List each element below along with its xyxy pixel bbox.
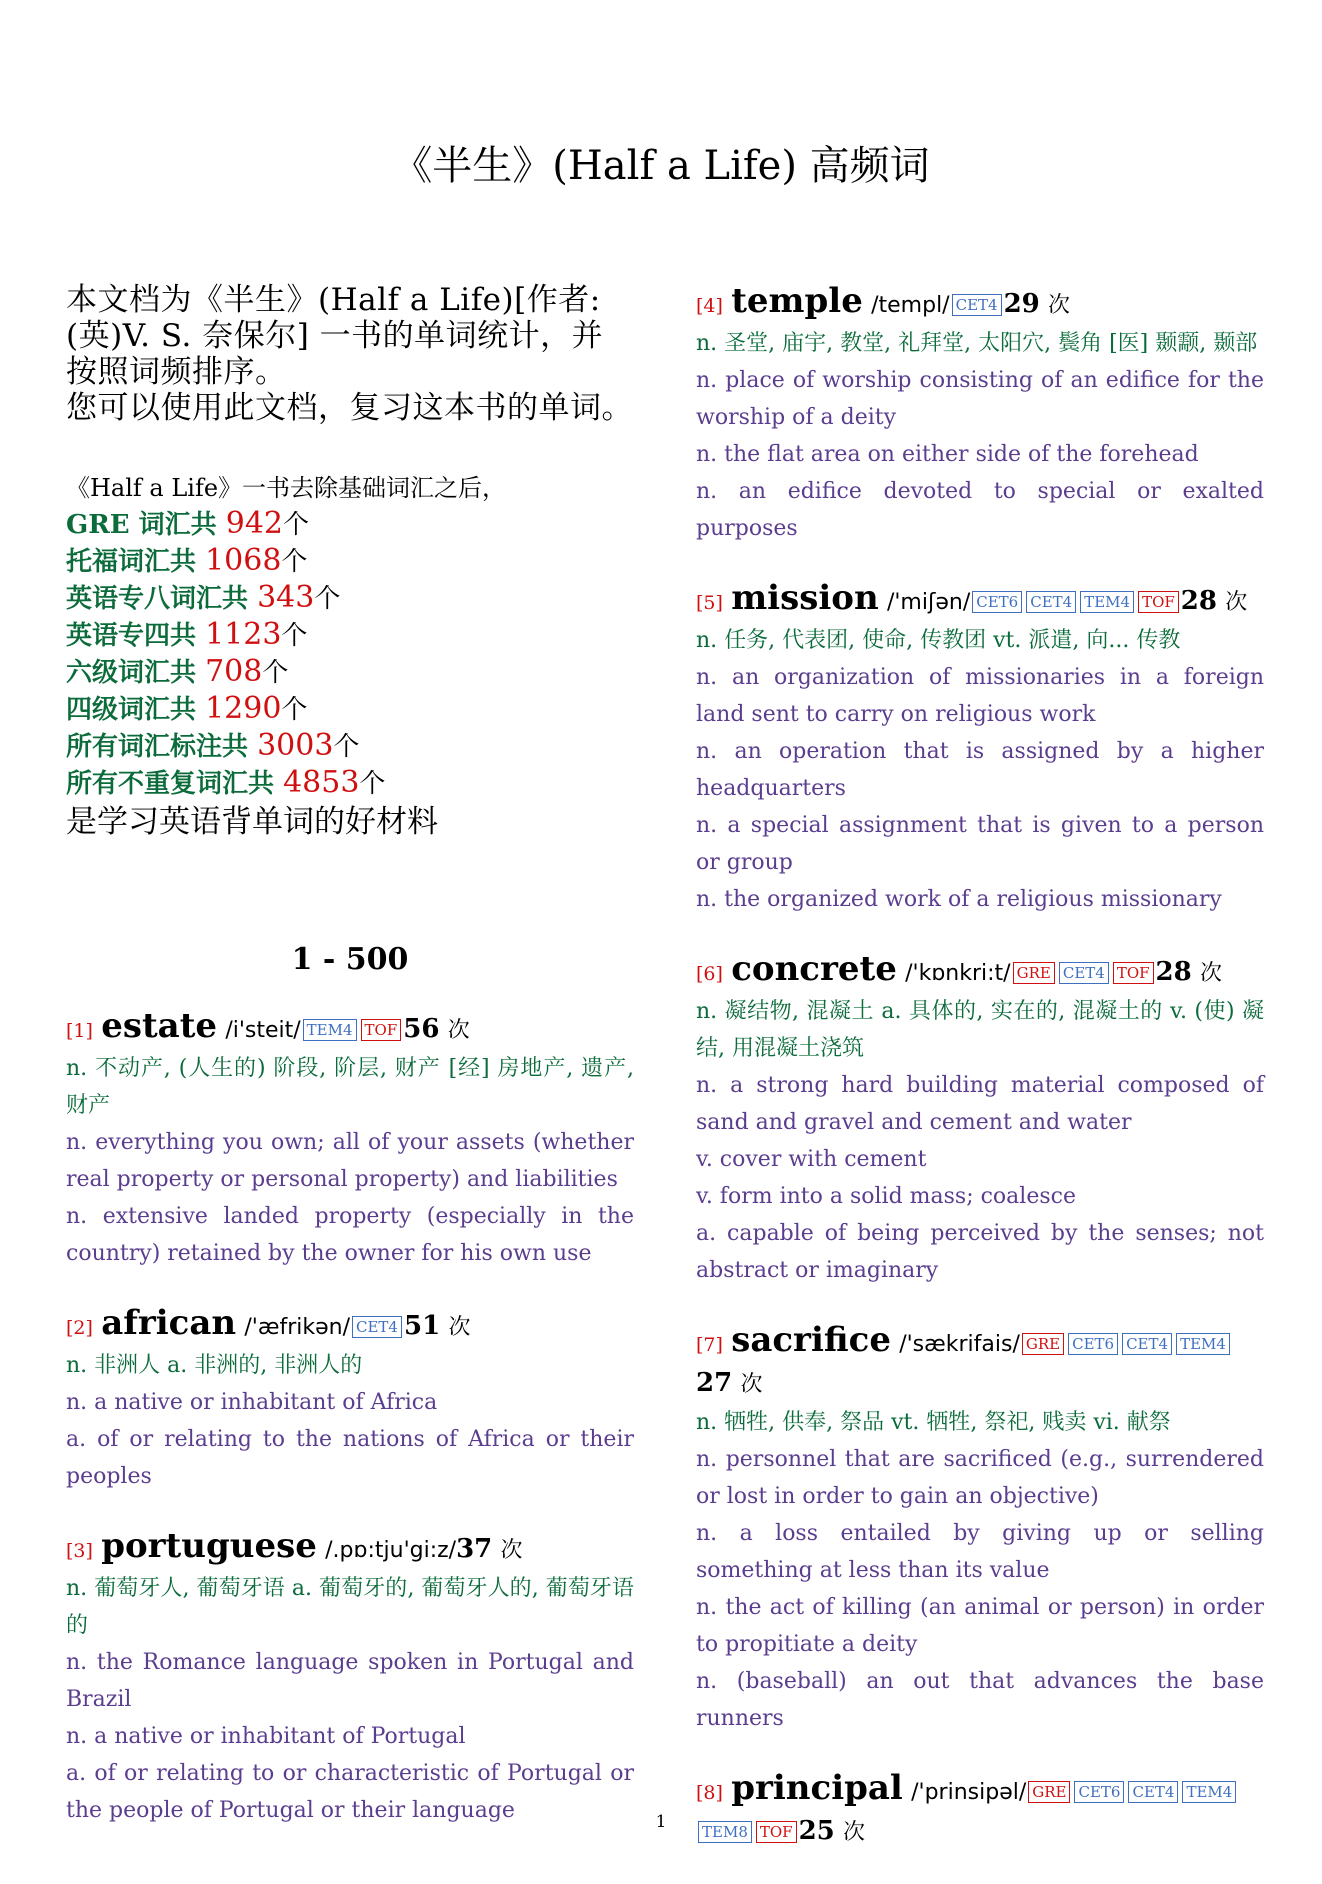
- stat-unit: 个: [333, 732, 360, 762]
- entry-index: [4]: [696, 295, 723, 317]
- entry-word: principal: [731, 1768, 903, 1808]
- entry-english-def: n. an operation that is assigned by a higher headquarters: [696, 739, 1264, 801]
- entry-index: [7]: [696, 1334, 723, 1356]
- entry-word: temple: [731, 281, 863, 321]
- word-entry: [66, 1304, 634, 1495]
- stat-unit: 个: [281, 695, 308, 725]
- entry-index: [5]: [696, 592, 723, 614]
- entry-count: 37: [456, 1534, 493, 1564]
- entry-word: portuguese: [101, 1526, 317, 1566]
- exam-tag: GRE: [1028, 1781, 1070, 1803]
- entry-english-def: n. an organization of missionaries in a foreign land sent to carry on religious work: [696, 665, 1264, 727]
- entry-english-def: n. the flat area on either side of the forehead: [696, 442, 1199, 467]
- entry-english-def: n. (baseball) an out that advances the base runners: [696, 1669, 1264, 1731]
- stat-label: GRE 词汇共: [66, 510, 226, 540]
- entry-count-unit: 次: [1048, 293, 1071, 318]
- entry-head: [66, 1304, 634, 1347]
- stat-number: 343: [257, 580, 315, 615]
- entry-word: sacrifice: [731, 1320, 891, 1360]
- stat-number: 708: [205, 654, 263, 689]
- stat-label: 所有不重复词汇共: [66, 769, 284, 799]
- exam-tag: CET4: [1059, 962, 1109, 984]
- entry-count: 28: [1155, 957, 1192, 987]
- entry-head: [696, 282, 1264, 325]
- stat-number: 942: [225, 506, 283, 541]
- entry-ipa: /i'steit/: [225, 1018, 301, 1043]
- entry-english-def: n. a native or inhabitant of Portugal: [66, 1724, 466, 1749]
- entry-count: 25: [798, 1816, 835, 1846]
- stat-row: [66, 580, 634, 617]
- exam-tag: CET4: [352, 1316, 402, 1338]
- entry-chinese-def: n. 任务, 代表团, 使命, 传教团 vt. 派遣, 向... 传教: [696, 628, 1181, 653]
- stat-row: [66, 617, 634, 654]
- entry-word: mission: [731, 578, 879, 618]
- stat-row: [66, 728, 634, 765]
- entry-chinese-def: n. 凝结物, 混凝土 a. 具体的, 实在的, 混凝土的 v. (使) 凝结, 用混凝土浇筑: [696, 999, 1264, 1061]
- exam-tag: TOF: [1138, 591, 1179, 613]
- intro-line-1: 本文档为《半生》(Half a Life)[作者:(英)V. S. 奈保尔] 一书的单词统计，并按照词频排序。: [66, 282, 604, 390]
- page-number: 1: [655, 1812, 667, 1832]
- entry-english-def: a. of or relating to the nations of Africa or their peoples: [66, 1427, 634, 1489]
- exam-tag: CET6: [1068, 1333, 1118, 1355]
- word-entry: [696, 579, 1264, 918]
- entry-english-def: n. a loss entailed by giving up or selling something at less than its value: [696, 1521, 1264, 1583]
- stat-unit: 个: [281, 621, 308, 651]
- stat-label: 托福词汇共: [66, 547, 206, 577]
- entry-index: [3]: [66, 1540, 93, 1562]
- exam-tag: TEM4: [1176, 1333, 1230, 1355]
- word-entry: [696, 1769, 1264, 1852]
- stat-label: 四级词汇共: [66, 695, 206, 725]
- entry-count-unit: 次: [448, 1315, 471, 1340]
- entry-index: [8]: [696, 1782, 723, 1804]
- entry-chinese-def: n. 圣堂, 庙宇, 教堂, 礼拜堂, 太阳穴, 鬓角 [医] 颞颥, 颞部: [696, 331, 1258, 356]
- entry-head: [696, 579, 1264, 622]
- entry-head: [696, 950, 1264, 993]
- entry-head: [66, 1527, 634, 1570]
- entry-head: [696, 1769, 1264, 1852]
- entry-english-def: n. an edifice devoted to special or exalted purposes: [696, 479, 1264, 541]
- exam-tag: TOF: [361, 1019, 402, 1041]
- exam-tag: CET6: [1074, 1781, 1124, 1803]
- entry-english-def: n. place of worship consisting of an edifice for the worship of a deity: [696, 368, 1264, 430]
- exam-tag: GRE: [1013, 962, 1055, 984]
- exam-tag: TEM8: [698, 1821, 752, 1843]
- entry-english-def: n. a native or inhabitant of Africa: [66, 1390, 438, 1415]
- entry-english-def: n. personnel that are sacrificed (e.g., surrendered or lost in order to gain an objective): [696, 1447, 1264, 1509]
- left-column: [66, 282, 634, 1861]
- entry-english-def: a. capable of being perceived by the senses; not abstract or imaginary: [696, 1221, 1264, 1283]
- entry-count: 28: [1180, 586, 1217, 616]
- word-entry: [66, 1007, 634, 1272]
- entry-count-unit: 次: [843, 1820, 866, 1845]
- exam-tag: CET4: [952, 294, 1002, 316]
- entry-ipa: /'miʃən/: [886, 590, 971, 615]
- entry-head: [66, 1007, 634, 1050]
- entry-count: 27: [696, 1368, 733, 1398]
- stat-number: 1290: [205, 691, 282, 726]
- stat-row: [66, 543, 634, 580]
- entry-ipa: /.pɒ:tju'gi:z/: [325, 1538, 457, 1563]
- entry-word: african: [101, 1303, 237, 1343]
- exam-tag: TEM4: [1182, 1781, 1236, 1803]
- entry-ipa: /templ/: [871, 293, 950, 318]
- stat-label: 所有词汇标注共: [66, 732, 258, 762]
- entry-count: 29: [1003, 289, 1040, 319]
- entry-word: estate: [101, 1006, 218, 1046]
- entry-english-def: n. the Romance language spoken in Portugal and Brazil: [66, 1650, 634, 1712]
- word-entry: [696, 282, 1264, 547]
- range-heading: 1 - 500: [291, 942, 409, 977]
- stats-lead: 《Half a Life》一书去除基础词汇之后，: [66, 474, 507, 502]
- stat-label: 英语专四共: [66, 621, 206, 651]
- entry-index: [6]: [696, 963, 723, 985]
- word-entry: [696, 950, 1264, 1289]
- stat-unit: 个: [262, 658, 289, 688]
- entry-ipa: /'prinsipəl/: [911, 1780, 1027, 1805]
- exam-tag: TOF: [756, 1821, 797, 1843]
- entry-count-unit: 次: [740, 1372, 763, 1397]
- stat-unit: 个: [314, 584, 341, 614]
- exam-tag: TEM4: [1080, 591, 1134, 613]
- stat-unit: 个: [359, 769, 386, 799]
- entry-ipa: /'kɒnkri:t/: [905, 961, 1011, 986]
- word-entry: [696, 1321, 1264, 1737]
- exam-tag: TEM4: [303, 1019, 357, 1041]
- entry-ipa: /'sækrifais/: [899, 1332, 1020, 1357]
- stat-number: 1068: [205, 543, 282, 578]
- entry-english-def: n. a strong hard building material composed of sand and gravel and cement and water: [696, 1073, 1264, 1135]
- page-title: 《半生》(Half a Life) 高频词: [392, 143, 930, 189]
- stat-number: 4853: [283, 765, 360, 800]
- intro-line-2: 您可以使用此文档，复习这本书的单词。: [66, 390, 633, 426]
- entry-chinese-def: n. 不动产, (人生的) 阶段, 阶层, 财产 [经] 房地产, 遗产, 财产: [66, 1056, 634, 1118]
- stat-unit: 个: [283, 510, 310, 540]
- entry-english-def: n. extensive landed property (especially in the country) retained by the owner for his own use: [66, 1204, 634, 1266]
- stat-row: [66, 691, 634, 728]
- exam-tag: TOF: [1113, 962, 1154, 984]
- entry-english-def: n. the act of killing (an animal or person) in order to propitiate a deity: [696, 1595, 1264, 1657]
- entry-ipa: /'æfrikən/: [244, 1315, 350, 1340]
- exam-tag: CET6: [972, 591, 1022, 613]
- right-column: [696, 282, 1264, 1884]
- entry-head: [696, 1321, 1264, 1404]
- stat-row: [66, 654, 634, 691]
- entry-index: [1]: [66, 1020, 93, 1042]
- entry-english-def: v. form into a solid mass; coalesce: [696, 1184, 1076, 1209]
- stat-row: [66, 765, 634, 802]
- stat-label: 英语专八词汇共: [66, 584, 258, 614]
- stats-closing: 是学习英语背单词的好材料: [66, 804, 438, 840]
- entry-english-def: n. the organized work of a religious missionary: [696, 887, 1222, 912]
- entry-english-def: a. of or relating to or characteristic of Portugal or the people of Portugal or their language: [66, 1761, 634, 1823]
- entry-count-unit: 次: [447, 1018, 470, 1043]
- entry-count-unit: 次: [500, 1538, 523, 1563]
- entry-count-unit: 次: [1225, 590, 1248, 615]
- stat-row: [66, 506, 634, 543]
- entry-chinese-def: n. 牺牲, 供奉, 祭品 vt. 牺牲, 祭祀, 贱卖 vi. 献祭: [696, 1410, 1171, 1435]
- exam-tag: GRE: [1022, 1333, 1064, 1355]
- exam-tag: CET4: [1122, 1333, 1172, 1355]
- stat-label: 六级词汇共: [66, 658, 206, 688]
- entry-english-def: n. everything you own; all of your assets (whether real property or personal property) and liabilities: [66, 1130, 634, 1192]
- exam-tag: CET4: [1128, 1781, 1178, 1803]
- entry-chinese-def: n. 葡萄牙人, 葡萄牙语 a. 葡萄牙的, 葡萄牙人的, 葡萄牙语的: [66, 1576, 634, 1638]
- entry-english-def: v. cover with cement: [696, 1147, 927, 1172]
- entry-word: concrete: [731, 949, 897, 989]
- stat-number: 1123: [205, 617, 282, 652]
- entry-count: 51: [403, 1311, 441, 1341]
- exam-tag: CET4: [1026, 591, 1076, 613]
- entry-english-def: n. a special assignment that is given to a person or group: [696, 813, 1264, 875]
- word-entry: [66, 1527, 634, 1829]
- stat-unit: 个: [281, 547, 308, 577]
- entry-index: [2]: [66, 1317, 93, 1339]
- entry-count-unit: 次: [1200, 961, 1223, 986]
- stat-number: 3003: [257, 728, 334, 763]
- vocab-stats: [66, 470, 634, 842]
- intro-paragraph: [66, 282, 634, 426]
- entry-chinese-def: n. 非洲人 a. 非洲的, 非洲人的: [66, 1353, 363, 1378]
- entry-count: 56: [403, 1014, 440, 1044]
